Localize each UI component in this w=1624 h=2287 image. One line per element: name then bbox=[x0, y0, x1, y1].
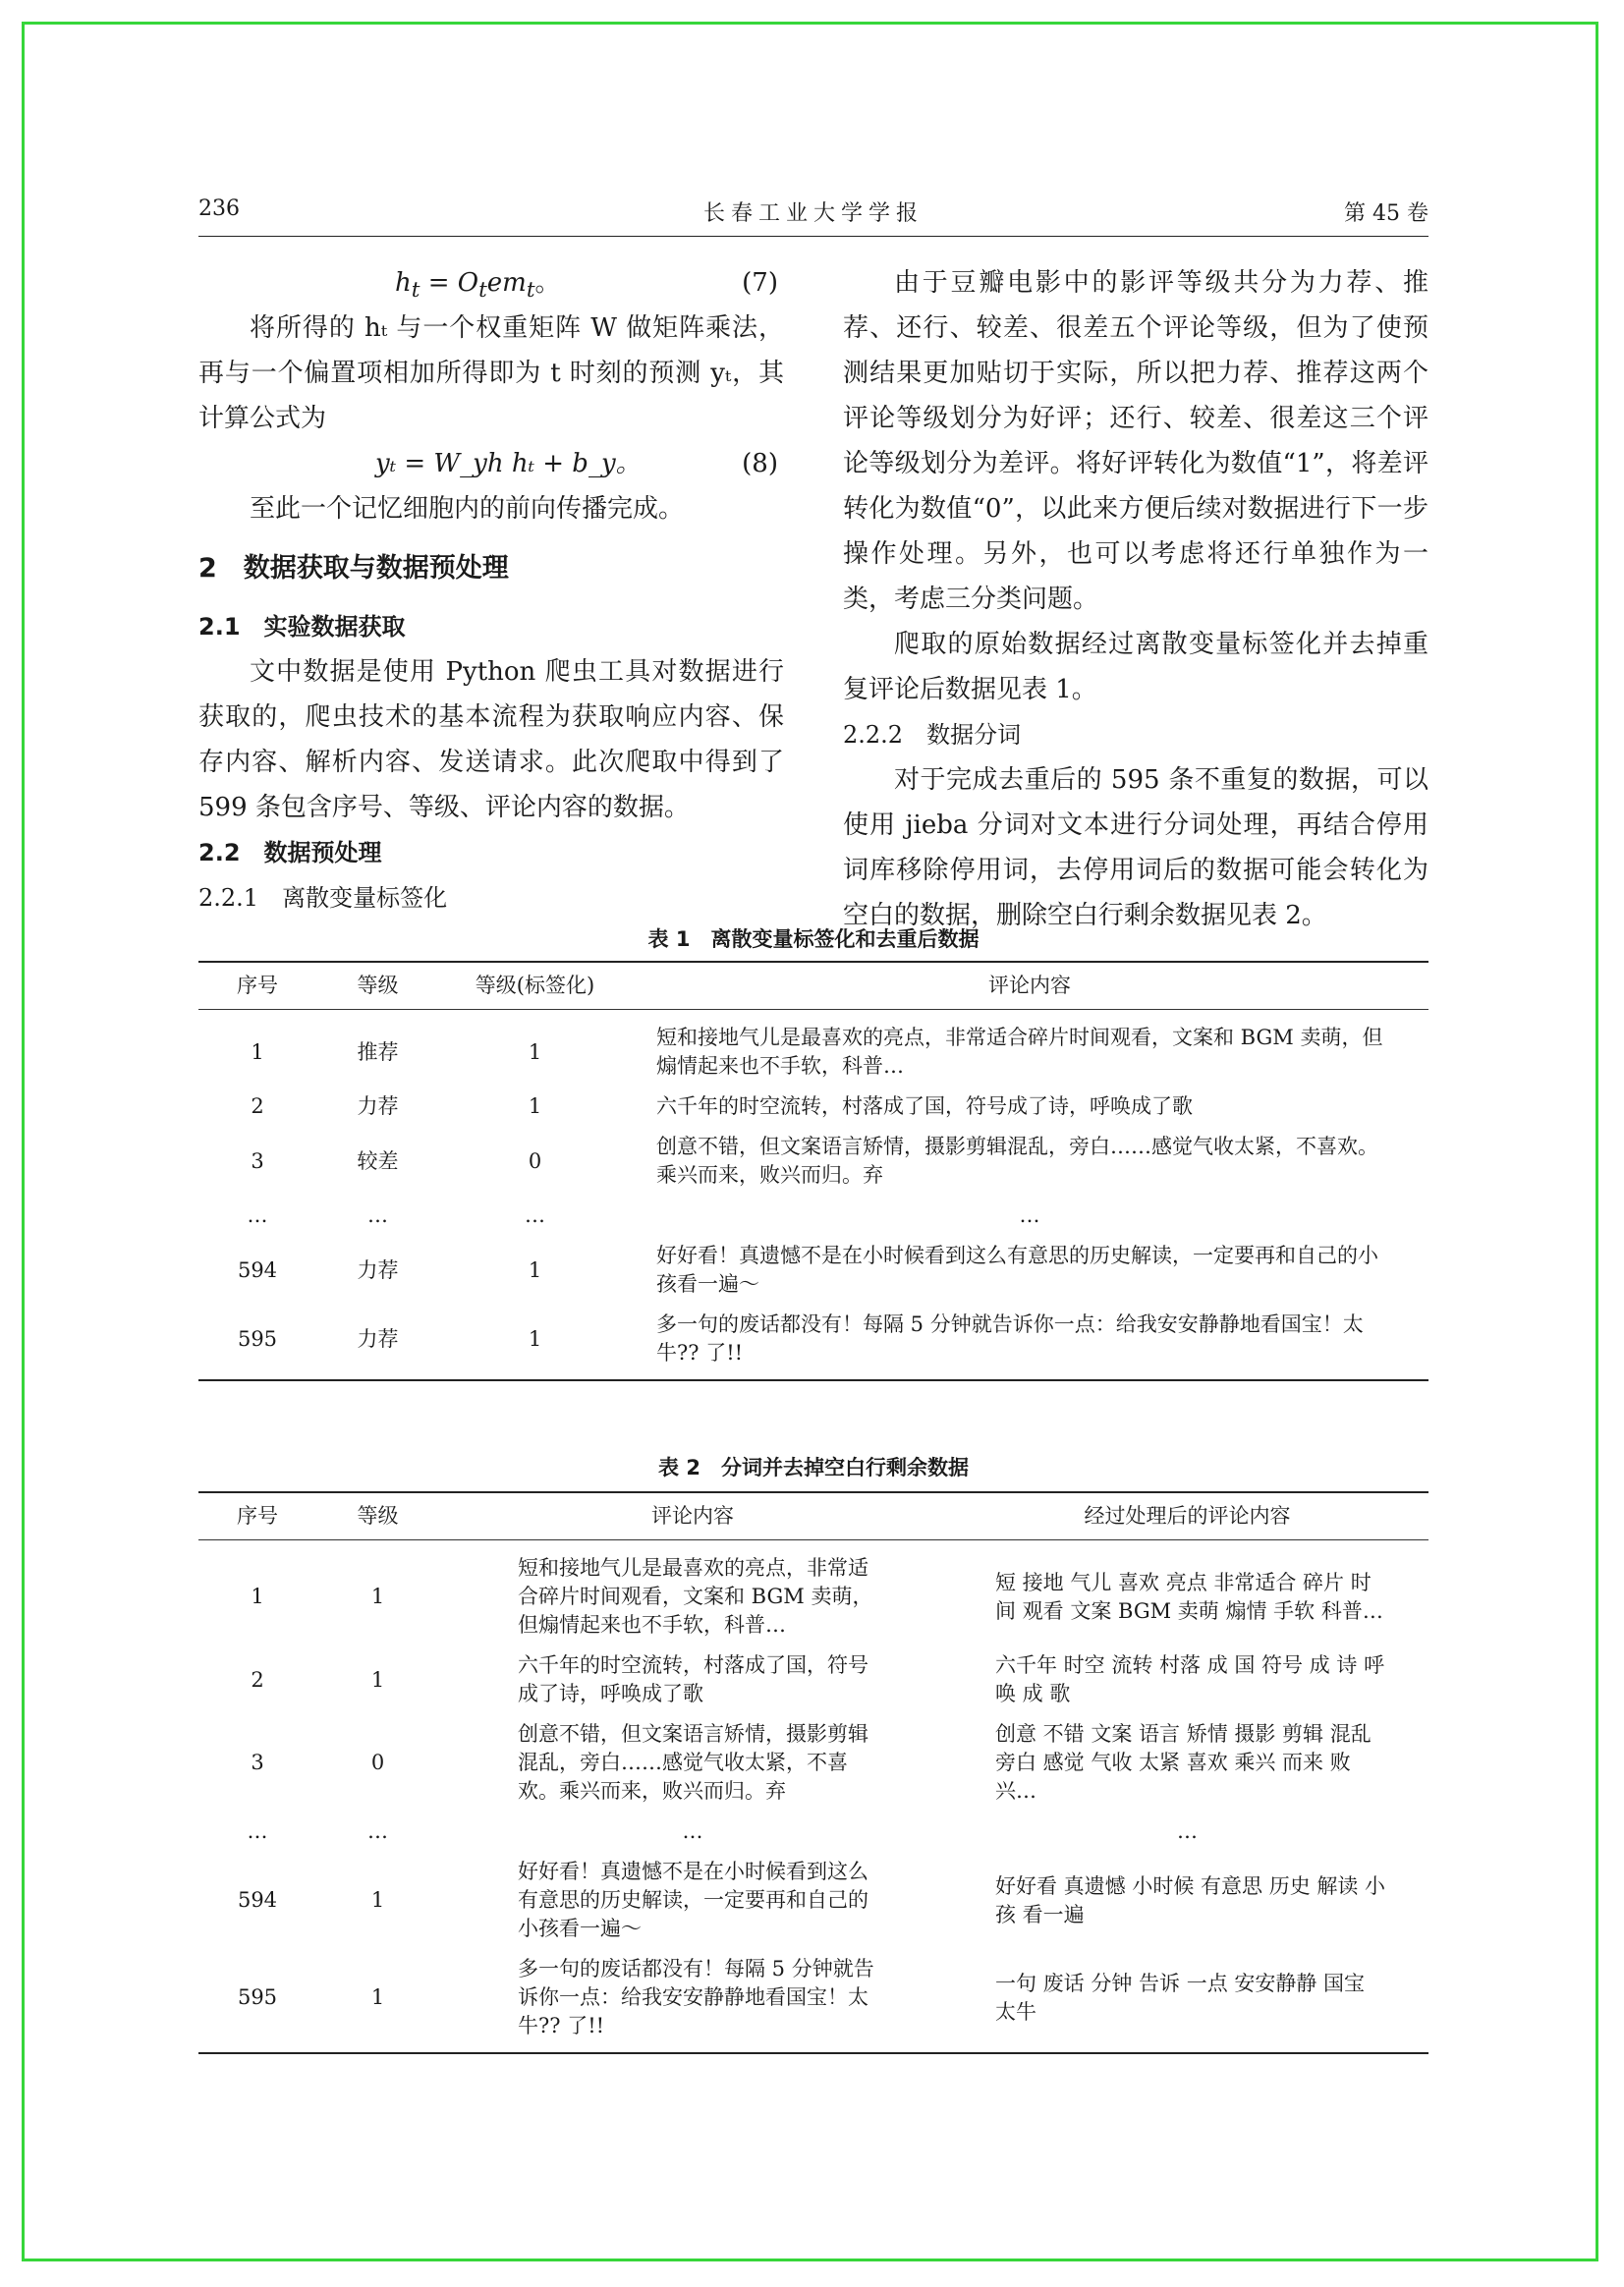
subsection-heading: 2.1 实验数据获取 bbox=[198, 613, 406, 641]
equation-8-number: (8) bbox=[742, 449, 778, 478]
table-row: 2 1 六千年的时空流转，村落成了国，符号成了诗，呼唤成了歌 六千年 时空 流转 村落 成 国 符号 成 诗 呼唤 成 歌 bbox=[251, 1653, 1385, 1705]
volume-label: 第 45 卷 bbox=[1344, 201, 1428, 226]
table-header-cell: 等级 bbox=[316, 962, 439, 1010]
table-row: 595 1 多一句的废话都没有！每隔 5 分钟就告诉你一点：给我安安静静地看国宝！太牛?? 了!! 一句 废话 分钟 告诉 一点 安安静静 国宝 太牛 bbox=[237, 1957, 1366, 2037]
table-2 bbox=[198, 1491, 1428, 2054]
subsubsection-heading: 2.2.2 数据分词 bbox=[843, 721, 1022, 749]
equation-7-number: (7) bbox=[742, 268, 778, 298]
table-header-cell: 评论内容 bbox=[631, 962, 1428, 1010]
paragraph: 对于完成去重后的 595 条不重复的数据，可以使用 jieba 分词对文本进行分词处理，再结合停用词库移除停用词，去停用词后的数据可能会转化为空白的数据，删除空白行剩余数据见表 2。 bbox=[843, 765, 1428, 930]
table-header-cell: 评论内容 bbox=[439, 1492, 946, 1540]
table-row: 1 推荐 1 短和接地气儿是最喜欢的亮点，非常适合碎片时间观看，文案和 BGM 卖萌，但煽情起来也不手软，科普… bbox=[251, 1026, 1383, 1078]
table-header-cell: 序号 bbox=[198, 1492, 316, 1540]
table-1 bbox=[198, 961, 1428, 1381]
table-row: 3 0 创意不错，但文案语言矫情，摄影剪辑混乱，旁白……感觉气收太紧，不喜欢。乘兴而来，败兴而归。弃 创意 不错 文案 语言 矫情 摄影 剪辑 混乱 旁白 感觉 气收 太紧 喜欢 乘兴 而来 败兴… bbox=[251, 1722, 1372, 1803]
table-row: 2 力荐 1 六千年的时空流转，村落成了国，符号成了诗，呼唤成了歌 bbox=[251, 1094, 1193, 1118]
running-header bbox=[198, 196, 1428, 232]
paragraph: 由于豆瓣电影中的影评等级共分为力荐、推荐、还行、较差、很差五个评论等级，但为了使预测结果更加贴切于实际，所以把力荐、推荐这两个评论等级划分为好评；还行、较差、很差这三个评论等级划分为差评。将好评转化为数值“1”，将差评转化为数值“0”，以此来方便后续对数据进行下一步操作处理。另外，也可以考虑将还行单独作为一类，考虑三分类问题。 bbox=[843, 268, 1428, 614]
header-rule bbox=[198, 236, 1428, 237]
page-number: 236 bbox=[198, 196, 240, 221]
right-column bbox=[843, 260, 1428, 938]
subsection-heading: 2.2 数据预处理 bbox=[198, 839, 382, 866]
table-1-caption: 表 1 离散变量标签化和去重后数据 bbox=[647, 927, 980, 951]
table-row: … … … … bbox=[247, 1203, 1040, 1227]
table-header-cell: 经过处理后的评论内容 bbox=[946, 1492, 1428, 1540]
paragraph: 将所得的 hₜ 与一个权重矩阵 W 做矩阵乘法，再与一个偏置项相加所得即为 t 时刻的预测 yₜ，其计算公式为 bbox=[198, 313, 784, 433]
paragraph: 文中数据是使用 Python 爬虫工具对数据进行获取的，爬虫技术的基本流程为获取响应内容、保存内容、解析内容、发送请求。此次爬取中得到了 599 条包含序号、等级、评论内容的数据。 bbox=[198, 657, 784, 822]
equation-7: $h_t = O_tem_t$。 (7) bbox=[198, 260, 784, 306]
table-row: 595 力荐 1 多一句的废话都没有！每隔 5 分钟就告诉你一点：给我安安静静地看国宝！太牛?? 了!! bbox=[237, 1312, 1364, 1365]
table-row: 594 1 好好看！真遗憾不是在小时候看到这么有意思的历史解读，一定要再和自己的小孩看一遍～ 好好看 真遗憾 小时候 有意思 历史 解读 小孩 看一遍 bbox=[237, 1860, 1386, 1940]
table-row: 3 较差 0 创意不错，但文案语言矫情，摄影剪辑混乱，旁白……感觉气收太紧，不喜欢。乘兴而来，败兴而归。弃 bbox=[251, 1135, 1378, 1187]
table-row: 594 力荐 1 好好看！真遗憾不是在小时候看到这么有意思的历史解读，一定要再和自己的小孩看一遍～ bbox=[237, 1244, 1378, 1296]
paragraph: 至此一个记忆细胞内的前向传播完成。 bbox=[250, 494, 685, 524]
left-column bbox=[198, 260, 784, 920]
table-header-cell: 等级(标签化) bbox=[439, 962, 631, 1010]
journal-title: 长春工业大学学报 bbox=[702, 201, 924, 226]
equation-8: yₜ = W_yh hₜ + b_y。 (8) bbox=[198, 441, 784, 486]
section-heading: 2 数据获取与数据预处理 bbox=[198, 553, 509, 584]
table-header-cell: 序号 bbox=[198, 962, 316, 1010]
table-row: … … … … bbox=[247, 1819, 1198, 1843]
table-row: 1 1 短和接地气儿是最喜欢的亮点，非常适合碎片时间观看，文案和 BGM 卖萌，但煽情起来也不手软，科普… 短 接地 气儿 喜欢 亮点 非常适合 碎片 时间 观看 文案 BGM 卖萌 煽情 手软 科普… bbox=[251, 1556, 1383, 1637]
subsubsection-heading: 2.2.1 离散变量标签化 bbox=[198, 884, 448, 912]
table-2-caption: 表 2 分词并去掉空白行剩余数据 bbox=[658, 1456, 969, 1479]
paragraph: 爬取的原始数据经过离散变量标签化并去掉重复评论后数据见表 1。 bbox=[843, 630, 1428, 704]
table-header-cell: 等级 bbox=[316, 1492, 439, 1540]
